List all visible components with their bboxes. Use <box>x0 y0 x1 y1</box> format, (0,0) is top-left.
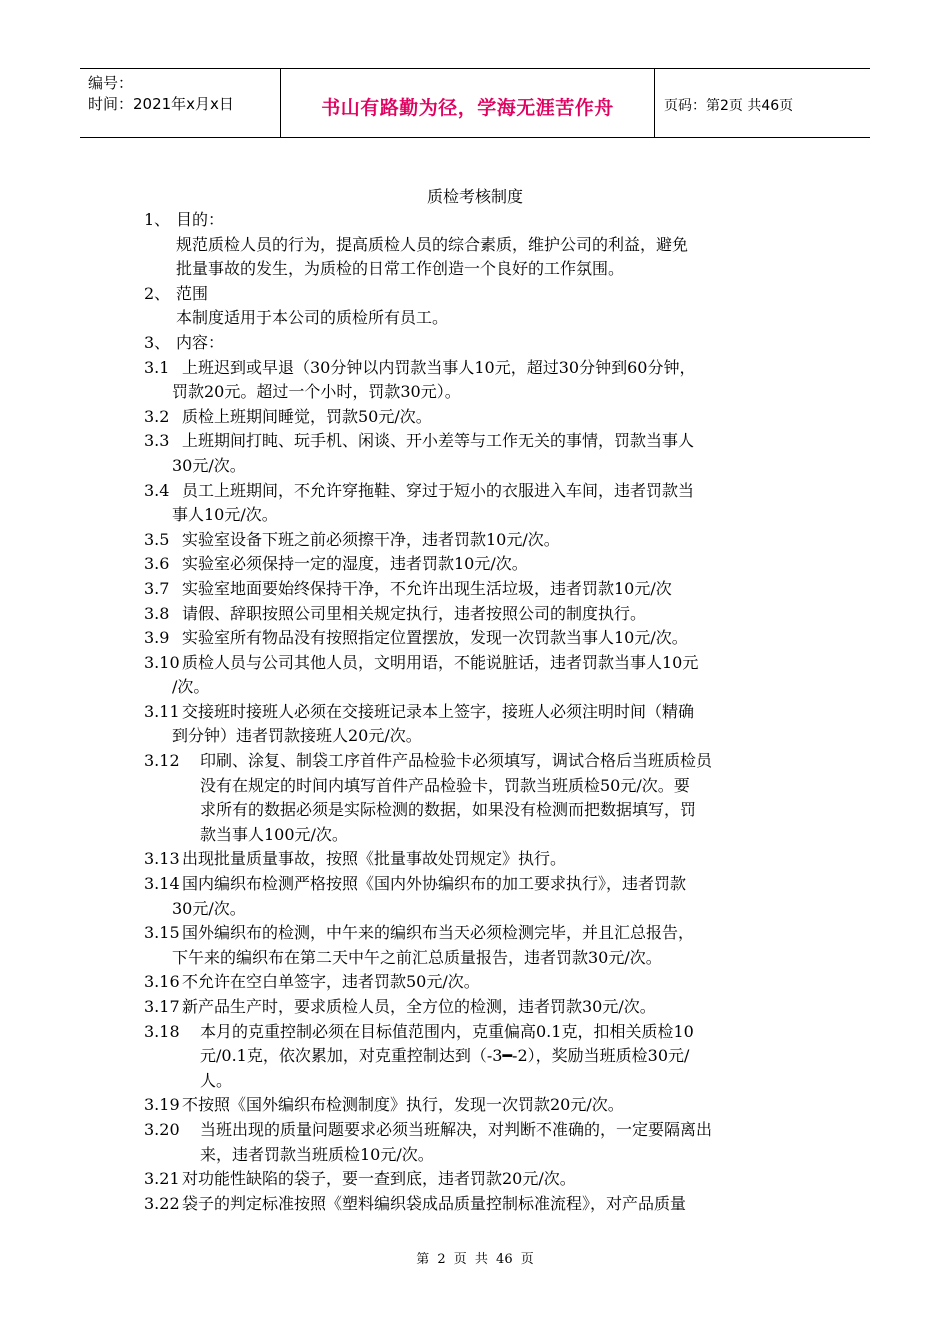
rule-text-line: 袋子的判定标准按照《塑料编织袋成品质量控制标准流程》，对产品质量 <box>182 1193 687 1213</box>
rule-number: 3.5 <box>144 529 170 549</box>
rule-item <box>142 872 812 921</box>
rule-item <box>142 970 812 995</box>
rule-number: 3.21 <box>144 1169 180 1189</box>
rule-text-line: 30元/次。 <box>172 898 246 918</box>
rule-text-line: 到分钟）违者罚款接班人20元/次。 <box>172 726 422 746</box>
rule-item <box>142 1167 812 1192</box>
rule-number: 3.9 <box>144 628 170 648</box>
rule-item <box>142 1192 812 1217</box>
rule-number: 3.14 <box>144 874 180 894</box>
rule-text-line: 没有在规定的时间内填写首件产品检验卡，罚款当班质检50元/次。要 <box>200 775 690 795</box>
rule-text-line: 印刷、涂复、制袋工序首件产品检验卡必须填写，调试合格后当班质检员 <box>200 751 713 771</box>
rule-text-line: 本月的克重控制必须在目标值范围内，克重偏高0.1克，扣相关质检10 <box>200 1021 694 1041</box>
document-number-label: 编号： <box>88 74 134 92</box>
rule-number: 3.12 <box>144 751 180 771</box>
rule-number: 3.7 <box>144 578 170 598</box>
page-footer: 第 2 页 共 46 页 <box>416 1252 534 1267</box>
rule-text-line: 交接班时接班人必须在交接班记录本上签字，接班人必须注明时间（精确 <box>182 701 695 721</box>
rule-number: 3.17 <box>144 997 180 1016</box>
rule-item <box>142 847 812 872</box>
section-paragraph-line: 本制度适用于本公司的质检所有员工。 <box>176 308 449 328</box>
rule-number: 3.20 <box>144 1119 180 1139</box>
rule-number: 3.19 <box>144 1095 180 1115</box>
rule-text-line: 人。 <box>200 1070 233 1090</box>
rule-text-line: 质检上班期间睡觉，罚款50元/次。 <box>182 406 432 426</box>
header-divider <box>654 69 655 137</box>
rule-item <box>142 1093 812 1118</box>
document-body <box>142 208 812 1216</box>
rule-text-line: 元/0.1克，依次累加，对克重控制达到（-3━-2），奖励当班质检30元/ <box>200 1046 690 1066</box>
rule-text-line: /次。 <box>172 677 210 697</box>
rule-item <box>142 602 812 627</box>
rule-number: 3.3 <box>144 431 170 451</box>
rule-text-line: 实验室地面要始终保持干净，不允许出现生活垃圾，违者罚款10元/次 <box>182 578 672 598</box>
rule-text-line: 实验室所有物品没有按照指定位置摆放，发现一次罚款当事人10元/次。 <box>182 628 688 648</box>
header-page-number: 页码：第2页 共46页 <box>664 98 794 114</box>
header-meta <box>88 73 234 115</box>
rule-text-line: 请假、辞职按照公司里相关规定执行，违者按照公司的制度执行。 <box>182 603 647 623</box>
rule-number: 3.8 <box>144 603 170 623</box>
rule-text-line: 质检人员与公司其他人员，文明用语，不能说脏话，违者罚款当事人10元 <box>182 652 699 672</box>
rule-text-line: 实验室设备下班之前必须擦干净，违者罚款10元/次。 <box>182 529 560 549</box>
rule-item <box>142 921 812 970</box>
rule-text-line: 新产品生产时，要求质检人员，全方位的检测，违者罚款30元/次。 <box>182 997 656 1016</box>
rule-number: 3.16 <box>144 972 180 992</box>
rule-number: 3.13 <box>144 849 180 869</box>
rule-text-line: 来，违者罚款当班质检10元/次。 <box>200 1144 434 1164</box>
header-motto: 书山有路勤为径，学海无涯苦作舟 <box>321 97 614 119</box>
rule-item <box>142 552 812 577</box>
rule-item <box>142 749 812 847</box>
rule-item <box>142 651 812 700</box>
rule-text-line: 罚款20元。超过一个小时，罚款30元）。 <box>172 382 461 402</box>
section-heading: 2、 范围 <box>144 283 209 303</box>
rule-text-line: 不允许在空白单签字，违者罚款50元/次。 <box>182 972 480 992</box>
rule-item <box>142 1020 812 1094</box>
document-title: 质检考核制度 <box>426 187 523 206</box>
rule-item <box>142 626 812 651</box>
rule-number: 3.6 <box>144 554 170 574</box>
rule-item <box>142 479 812 528</box>
rule-item <box>142 700 812 749</box>
section-heading: 1、 目的： <box>144 210 225 229</box>
rule-item <box>142 1118 812 1167</box>
rule-number: 3.11 <box>144 701 180 721</box>
rule-text-line: 求所有的数据必须是实际检测的数据，如果没有检测而把数据填写，罚 <box>200 800 697 820</box>
rule-text-line: 出现批量质量事故，按照《批量事故处罚规定》执行。 <box>182 849 567 869</box>
rule-item <box>142 528 812 553</box>
rule-number: 3.18 <box>144 1021 180 1041</box>
rule-item <box>142 577 812 602</box>
rule-text-line: 上班期间打盹、玩手机、闲谈、开小差等与工作无关的事情，罚款当事人 <box>182 431 695 451</box>
section-paragraph-line: 规范质检人员的行为，提高质检人员的综合素质，维护公司的利益，避免 <box>176 234 689 254</box>
rule-text-line: 下午来的编织布在第二天中午之前汇总质量报告，违者罚款30元/次。 <box>172 947 662 967</box>
rule-text-line: 款当事人100元/次。 <box>200 824 348 844</box>
rule-text-line: 国内编织布检测严格按照《国内外协编织布的加工要求执行》，违者罚款 <box>182 874 687 894</box>
rule-text-line: 上班迟到或早退（30分钟以内罚款当事人10元，超过30分钟到60分钟， <box>182 357 696 377</box>
rule-text-line: 不按照《国外编织布检测制度》执行，发现一次罚款20元/次。 <box>182 1095 624 1115</box>
rule-item <box>142 995 812 1020</box>
rule-text-line: 员工上班期间，不允许穿拖鞋、穿过于短小的衣服进入车间，违者罚款当 <box>182 480 695 500</box>
rule-number: 3.22 <box>144 1193 180 1213</box>
section-heading: 3、 内容： <box>144 332 225 352</box>
rule-text-line: 实验室必须保持一定的湿度，违者罚款10元/次。 <box>182 554 528 574</box>
rule-number: 3.2 <box>144 406 170 426</box>
rule-number: 3.1 <box>144 357 170 377</box>
rule-number: 3.10 <box>144 652 180 672</box>
rule-text-line: 国外编织布的检测，中午来的编织布当天必须检测完毕，并且汇总报告， <box>182 923 695 943</box>
rule-text-line: 30元/次。 <box>172 455 246 475</box>
rule-item <box>142 356 812 405</box>
rule-number: 3.15 <box>144 923 180 943</box>
rule-number: 3.4 <box>144 480 170 500</box>
document-time-label: 时间：2021年x月x日 <box>88 95 234 113</box>
rule-text-line: 事人10元/次。 <box>172 505 278 525</box>
rule-text-line: 对功能性缺陷的袋子，要一查到底，违者罚款20元/次。 <box>182 1169 576 1189</box>
rule-list <box>142 356 812 1217</box>
page-header <box>80 68 870 138</box>
section-paragraph-line: 批量事故的发生，为质检的日常工作创造一个良好的工作氛围。 <box>176 259 625 279</box>
rule-item <box>142 429 812 478</box>
rule-text-line: 当班出现的质量问题要求必须当班解决，对判断不准确的，一定要隔离出 <box>200 1119 713 1139</box>
rule-item <box>142 405 812 430</box>
